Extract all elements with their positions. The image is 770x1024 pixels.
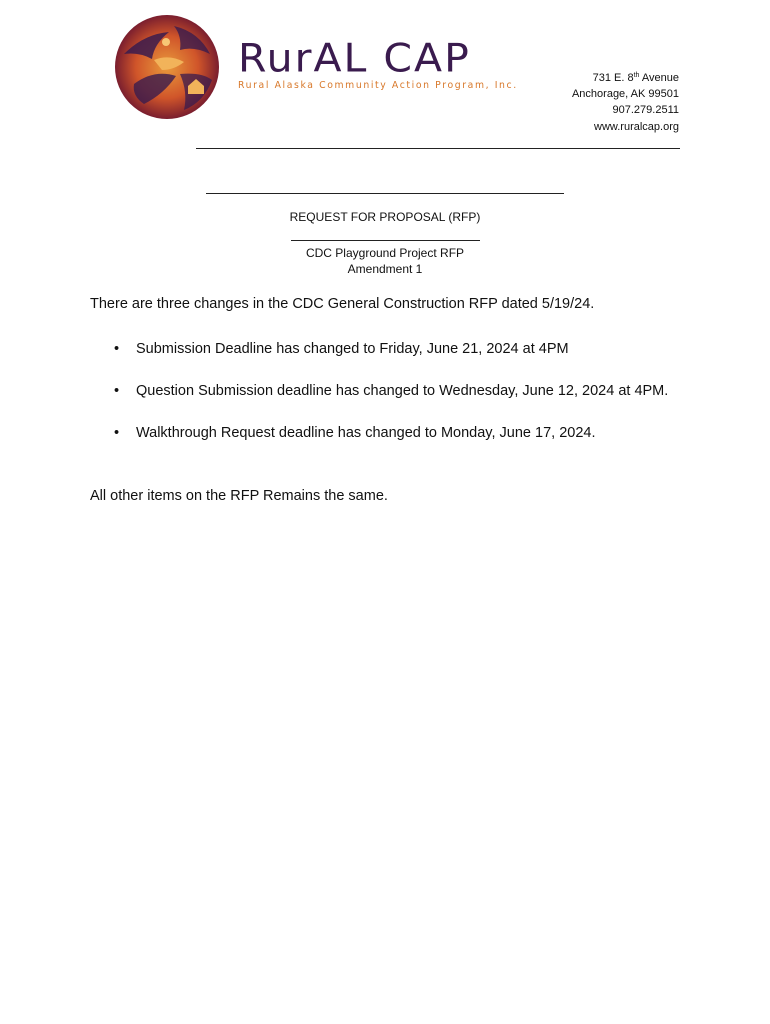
org-wordmark (238, 36, 518, 91)
bullet-icon: • (114, 341, 120, 357)
change-text: Walkthrough Request deadline has changed to Monday, June 17, 2024. (136, 425, 596, 441)
changes-list (90, 340, 690, 442)
org-address-block (572, 70, 679, 135)
address-city: Anchorage, AK 99501 (571, 88, 679, 101)
subtitle-divider (291, 240, 480, 241)
change-text: Submission Deadline has changed to Friday, June 21, 2024 at 4PM (136, 341, 569, 357)
title-divider (206, 193, 564, 194)
website-link[interactable]: www.ruralcap.org (594, 120, 679, 133)
address-street: 731 E. 8th Avenue (592, 72, 679, 84)
rfp-heading: REQUEST FOR PROPOSAL (RFP) (289, 210, 481, 224)
closing-paragraph: All other items on the RFP Remains the same. (90, 488, 388, 504)
list-item (90, 424, 690, 442)
project-name: CDC Playground Project RFP (305, 246, 465, 260)
org-tagline: Rural Alaska Community Action Program, Inc. (238, 80, 518, 91)
phone-number: 907.279.2511 (612, 104, 679, 117)
change-text: Question Submission deadline has changed to Wednesday, June 12, 2024 at 4PM. (136, 383, 669, 399)
bullet-icon: • (114, 425, 120, 441)
intro-paragraph: There are three changes in the CDC General Construction RFP dated 5/19/24. (90, 296, 595, 312)
org-name: RurAL CAP (238, 35, 471, 81)
list-item (90, 382, 690, 400)
ruralcap-emblem-icon (114, 14, 220, 120)
header-divider (196, 148, 680, 149)
list-item (90, 340, 690, 358)
bullet-icon: • (114, 383, 120, 399)
amendment-label: Amendment 1 (347, 262, 423, 276)
